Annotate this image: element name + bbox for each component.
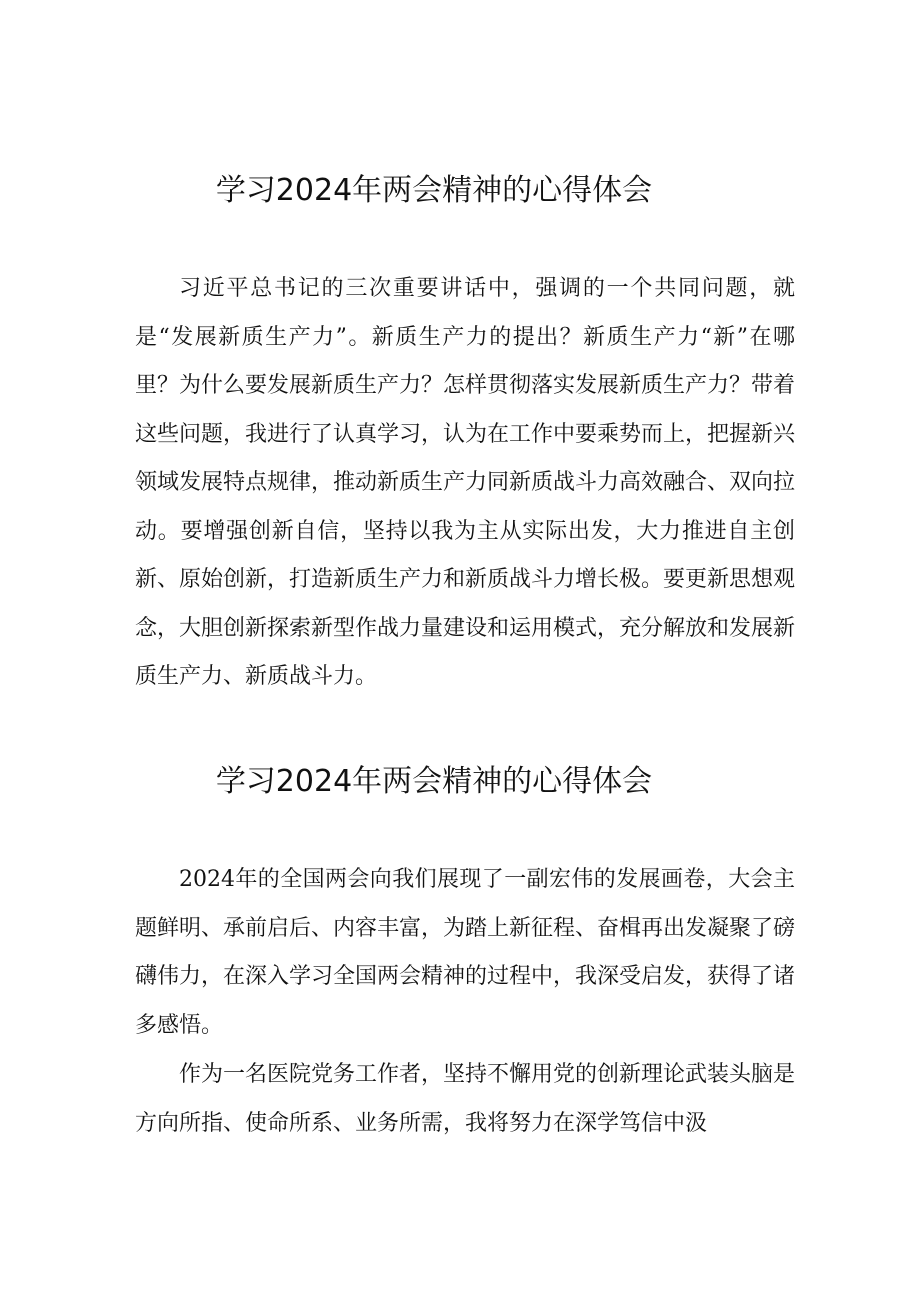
paragraph: 2024年的全国两会向我们展现了一副宏伟的发展画卷，大会主题鲜明、承前启后、内容丰富，为踏上新征程、奋楫再出发凝聚了磅礴伟力，在深入学习全国两会精神的过程中，我深受启发，获得了诸多感悟。 (135, 867, 796, 1038)
paragraph: 习近平总书记的三次重要讲话中，强调的一个共同问题，就是“发展新质生产力”。新质生产力的提出？新质生产力“新”在哪里？为什么要发展新质生产力？怎样贯彻落实发展新质生产力？带着这些问题，我进行了认真学习，认为在工作中要乘势而上，把握新兴领域发展特点规律，推动新质生产力同新质战斗力高效融合、双向拉动。要增强创新自信，坚持以我为主从实际出发，大力推进自主创新、原始创新，打造新质生产力和新质战斗力增长极。要更新思想观念，大胆创新探索新型作战力量建设和运用模式，充分解放和发展新质生产力、新质战斗力。 (135, 276, 796, 689)
paragraph: 作为一名医院党务工作者，坚持不懈用党的创新理论武装头脑是方向所指、使命所系、业务所需，我将努力在深学笃信中汲 (135, 1062, 796, 1136)
section-title: 学习2024年两会精神的心得体会 (215, 764, 653, 799)
section-title: 学习2024年两会精神的心得体会 (215, 173, 653, 208)
